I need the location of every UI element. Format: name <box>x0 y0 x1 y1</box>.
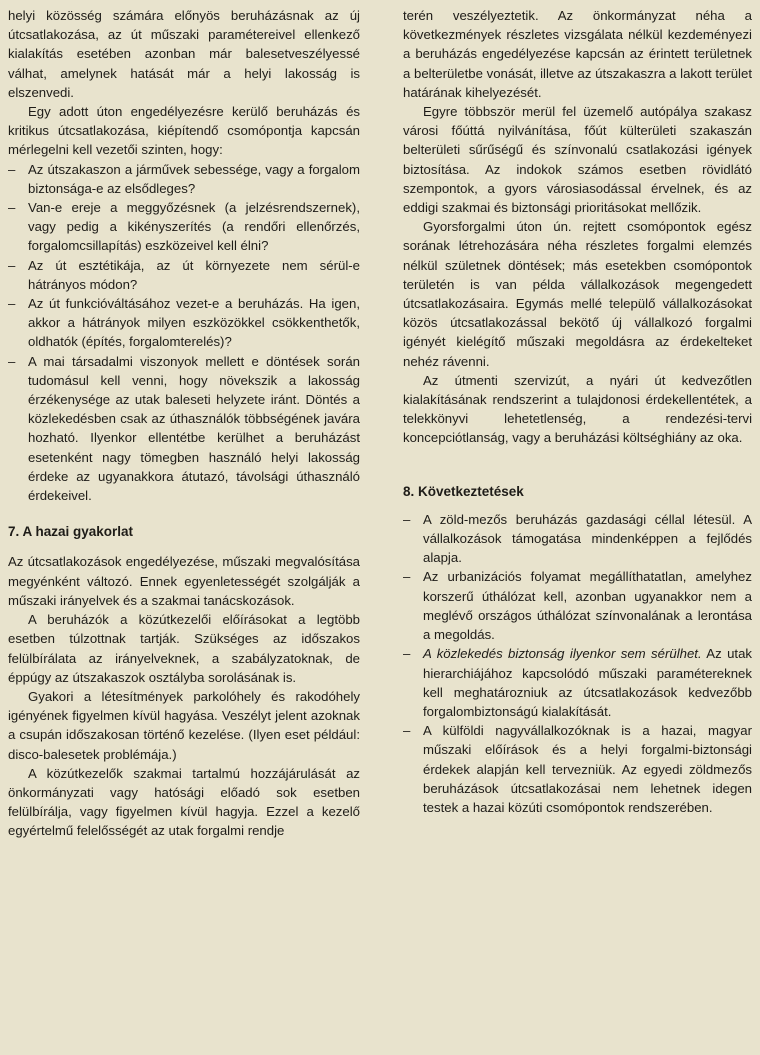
list-item: – Az út funkcióváltásához vezet-e a beruházás. Ha igen, akkor a hátrányok milyen eszközökkel csökkenthetők, oldhatók (építés, forgalomterelés)? <box>8 296 360 350</box>
paragraph: Egyre többször merül fel üzemelő autópálya szakasz városi főúttá nyilvánítása, főút külterületi szakaszán belterületi sűrűségű és színvonalú csatlakozási igények biztosítása. Az indokok számos esetben rövidlátó szempontok, a gyors városiasodással érvelnek, és az eddigi szakmai és biztonsági prioritásokat mellőzik. <box>403 104 752 216</box>
list-item: – Az útszakaszon a járművek sebessége, vagy a forgalom biztonsága-e az elsődleges? <box>8 161 360 196</box>
list-item: – A mai társadalmi viszonyok mellett e döntések során tudomásul kell venni, hogy növekszik a lakosság érzékenysége az utak baleseti helyzete iránt. Döntés a közlekedésben csak az úthasználók többségének javára hozható. Ilyenkor ellentétbe kerülhet a beruházást esetenként nagy tömegben használó helyi lakosság érdeke az ugyanakkora átutazó, távolsági úthasználó érdekeivel. <box>8 353 360 504</box>
list-item: – Van-e ereje a meggyőzésnek (a jelzésrendszernek), vagy pedig a kikényszerítés (a rendőri ellenőrzés, forgalomcsillapítás) eszközeivel kell élni? <box>8 200 360 254</box>
paragraph: A közútkezelők szakmai tartalmú hozzájárulását az önkormányzati vagy hatósági előadó sok esetben felülbírálja, vagy figyelmen kívül hagyja. Ezzel a kezelő egyértelmű felelősségét az utak forgalmi rendje <box>8 765 360 839</box>
list-item: – A zöld-mezős beruházás gazdasági céllal létesül. A vállalkozások támogatása mindenképpen a fejlődés alapja. <box>403 511 752 566</box>
left-column <box>8 6 360 841</box>
paragraph: Gyorsforgalmi úton ún. rejtett csomópontok egész sorának létrehozására néha részletes forgalmi elemzés nélkül születnek döntések; más esetekben csomópontok területén is van példa vállalkozások megengedett útcsatlakozásaira. Egymás mellé települő vállalkozásokat közös útcsatlakozással bekötő új vállalkozó forgalmi igényét kielégítő műszaki megoldásra az érdekelteket nehéz rávenni. <box>403 219 752 369</box>
emphasis-text: A közlekedés biztonság ilyenkor sem sérülhet. <box>423 646 702 662</box>
list-item: – A külföldi nagyvállalkozóknak is a hazai, magyar műszaki előírások és a helyi forgalmi-biztonsági érdekek alapján kell tervezniük. Az egyedi zöldmezős beruházások útcsatlakozásai nem lehetnek idegen testek a hazai közúti csomópontok rendszerében. <box>403 723 752 815</box>
paragraph: helyi közösség számára előnyös beruházásnak az új útcsatlakozása, az út műszaki paramétereivel ellenkező kialakítás esetében azonban már balesetveszélyessé válhat, amelynek hatását már a helyi lakosság is elszenvedi. <box>8 8 360 100</box>
section-heading: 8. Következtetések <box>403 483 524 499</box>
list-item: – Az urbanizációs folyamat megállíthatatlan, amelyhez korszerű úthálózat kell, azonban ugyanakkor nem a meglévő országos úthálózat színvonalának a lerontása a megoldás. <box>403 569 752 643</box>
paragraph: Az útcsatlakozások engedélyezése, műszaki megvalósítása megyénként változó. Ennek egyenletességét szolgálják a műszaki irányelvek és a szakmai tanácskozások. <box>8 554 360 608</box>
list-item: – Az út esztétikája, az út környezete nem sérül-e hátrányos módon? <box>8 257 360 292</box>
paragraph: Az útmenti szervizút, a nyári út kedvezőtlen kialakításának rendszerint a tulajdonosi érdekellentétek, a telekkönyvi lehetetlenség, a rendezési-tervi koncepciótlanság, vagy a beruházási költséghiány az oka. <box>403 372 752 446</box>
considerations-list <box>8 160 360 506</box>
paragraph: terén veszélyeztetik. Az önkormányzat néha a következmények részletes vizsgálata nélkül kezdeményezi a beruházás engedélyezése kapcsán az érintett területnek a belterületbe vonását, illetve az útszakaszra a lakott terület határának kihelyezését. <box>403 8 752 100</box>
paragraph: Gyakori a létesítmények parkolóhely és rakodóhely igényének figyelmen kívül hagyása. Veszélyt jelent azoknak a csupán időszakosan történő kezelése. (Ilyen eset például: disco-balesetek problémája.) <box>8 688 360 762</box>
right-column <box>403 6 752 817</box>
list-item: – A közlekedés biztonság ilyenkor sem sérülhet. Az utak hierarchiájához kapcsolódó műszaki paramétereknek kell meghatározniuk az útcsatlakozások kedvezőbb forgalombiztonságú kialakítását. <box>403 646 753 719</box>
section-heading: 7. A hazai gyakorlat <box>8 524 134 540</box>
paragraph: Egy adott úton engedélyezésre kerülő beruházás és kritikus útcsatlakozása, kiépítendő csomópontja kapcsán mérlegelni kell vezetői szinten, hogy: <box>8 104 360 158</box>
paragraph: A beruházók a közútkezelői előírásokat a legtöbb esetben túlzottnak tartják. Szükséges az időszakos felülbírálata az irányelveknek, a szabályzatoknak, de éppúgy az útszakaszok osztályba sorolásának is. <box>8 612 360 685</box>
conclusions-list <box>403 510 752 817</box>
